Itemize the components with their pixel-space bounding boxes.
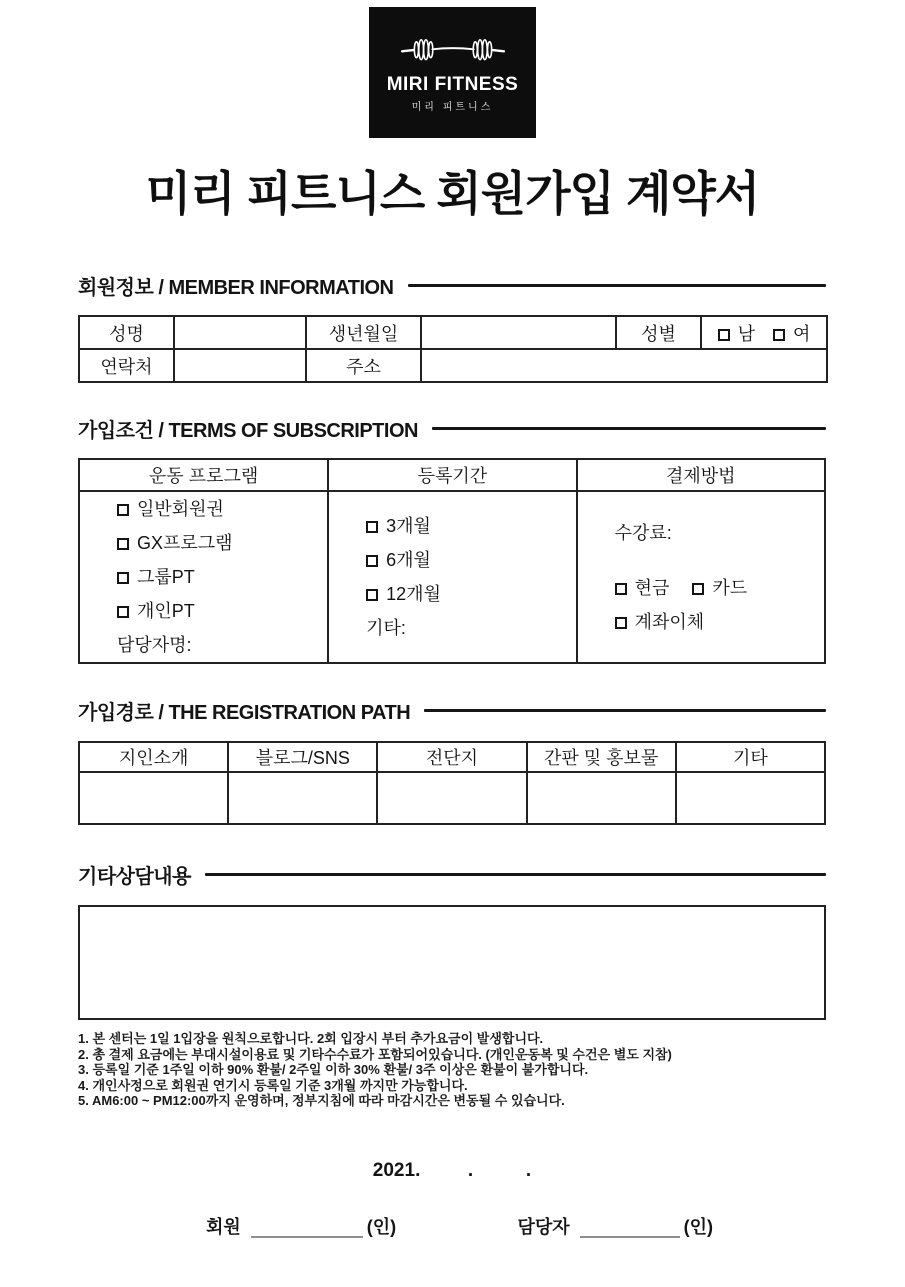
payment-options-cell [577,491,825,663]
manager-name-field[interactable]: 담당자명: [117,635,192,655]
program-option-label: 일반회원권 [137,499,224,519]
checkbox-male[interactable] [718,329,730,341]
member-signature [206,1216,396,1238]
note-line: 5. AM6:00 ~ PM12:00까지 운영하며, 정부지침에 따라 마감시간은 변동될 수 있습니다. [78,1093,565,1109]
program-option-label: 개인PT [137,601,195,621]
checkbox-program-group-pt[interactable] [117,572,129,584]
member-seal-label: (인) [366,1216,397,1237]
member-sign-label: 회원 [206,1216,241,1237]
consultation-heading: 기타상담내용 [78,866,191,888]
terms-notes [78,1031,826,1109]
address-label: 주소 [306,349,421,382]
heading-rule [424,709,826,712]
note-line: 3. 등록일 기준 1주일 이하 90% 환불/ 2주일 이하 30% 환불/ 3주 이상은 환불이 불가합니다. [78,1062,589,1078]
signature-row [206,1216,713,1238]
checkbox-program-basic[interactable] [117,504,129,516]
terms-heading: 가입조건 / TERMS OF SUBSCRIPTION [78,420,418,442]
member-info-section-header [78,271,826,300]
payment-option-label: 계좌이체 [634,611,705,632]
barbell-icon [397,33,509,74]
name-label: 성명 [79,316,174,349]
contact-label: 연락처 [79,349,174,382]
path-heading: 가입경로 / THE REGISTRATION PATH [78,702,411,724]
path-column-signage: 간판 및 홍보물 [527,742,676,772]
path-flyer-cell[interactable] [377,772,526,824]
checkbox-program-gx[interactable] [117,538,129,550]
period-option-label: 6개월 [386,550,431,570]
checkbox-female[interactable] [773,329,785,341]
heading-rule [205,873,826,876]
table-row [79,316,827,349]
period-option-label: 12개월 [386,584,441,604]
manager-signature [517,1216,713,1238]
table-row [79,349,827,382]
payment-column-header: 결제방법 [577,459,825,491]
program-column-header: 운동 프로그램 [79,459,328,491]
payment-option-label: 카드 [712,577,748,598]
table-header-row [79,459,825,491]
checkbox-program-personal-pt[interactable] [117,606,129,618]
path-column-blog-sns: 블로그/SNS [228,742,377,772]
table-body-row [79,772,825,824]
path-column-flyer: 전단지 [377,742,526,772]
payment-option-label: 현금 [634,577,670,598]
checkbox-period-3months[interactable] [366,521,378,533]
path-blog-sns-cell[interactable] [228,772,377,824]
manager-seal-label: (인) [683,1216,713,1237]
checkbox-period-12months[interactable] [366,589,378,601]
address-value-cell[interactable] [421,349,827,382]
gender-options-cell [701,316,827,349]
path-column-other: 기타 [676,742,825,772]
checkbox-payment-card[interactable] [692,583,704,595]
consultation-section-header [78,860,826,889]
program-options-cell [79,491,328,663]
table-body-row [79,491,825,663]
male-option-label: 남 [737,323,755,344]
note-line: 1. 본 센터는 1일 1입장을 원칙으로합니다. 2회 입장시 부터 추가요금이 발생합니다. [78,1031,544,1046]
program-option-label: GX프로그램 [137,533,233,553]
path-other-cell[interactable] [676,772,825,824]
table-header-row [79,742,825,772]
terms-table [78,458,826,664]
note-line: 4. 개인사정으로 회원권 연기시 등록일 기준 3개월 까지만 가능합니다. [78,1077,468,1093]
page-title: 미리 피트니스 회원가입 계약서 [145,167,760,220]
logo-brand-korean: 미리 피트니스 [411,101,494,113]
note-line: 2. 총 결제 요금에는 부대시설이용료 및 기타수수료가 포함되어있습니다. (개인운동복 및 수건은 별도 지참) [78,1046,672,1062]
path-signage-cell[interactable] [527,772,676,824]
member-signature-line[interactable] [251,1218,363,1238]
consultation-notes-box[interactable] [78,905,826,1020]
period-option-label: 3개월 [386,516,431,536]
member-info-table [78,315,828,383]
fee-field[interactable]: 수강료: [614,522,672,543]
manager-signature-line[interactable] [580,1218,680,1238]
birth-label: 생년월일 [306,316,421,349]
contract-page [0,7,905,1287]
logo [369,7,536,138]
period-other-field[interactable]: 기타: [366,618,406,638]
path-referral-cell[interactable] [79,772,228,824]
manager-sign-label: 담당자 [517,1216,570,1237]
checkbox-payment-transfer[interactable] [615,617,627,629]
path-column-referral: 지인소개 [79,742,228,772]
checkbox-payment-cash[interactable] [615,583,627,595]
contact-value-cell[interactable] [174,349,306,382]
name-value-cell[interactable] [174,316,306,349]
period-column-header: 등록기간 [328,459,576,491]
member-info-heading: 회원정보 / MEMBER INFORMATION [78,277,394,299]
period-options-cell [328,491,576,663]
registration-path-table [78,741,826,825]
logo-brand-text: MIRI FITNESS [386,73,519,95]
female-option-label: 여 [793,323,811,344]
birth-value-cell[interactable] [421,316,616,349]
checkbox-period-6months[interactable] [366,555,378,567]
terms-section-header [78,414,826,443]
program-option-label: 그룹PT [137,567,195,587]
heading-rule [408,284,826,287]
path-section-header [78,696,826,725]
gender-label: 성별 [616,316,701,349]
heading-rule [432,427,826,430]
contract-date[interactable]: 2021. . . [372,1159,532,1181]
